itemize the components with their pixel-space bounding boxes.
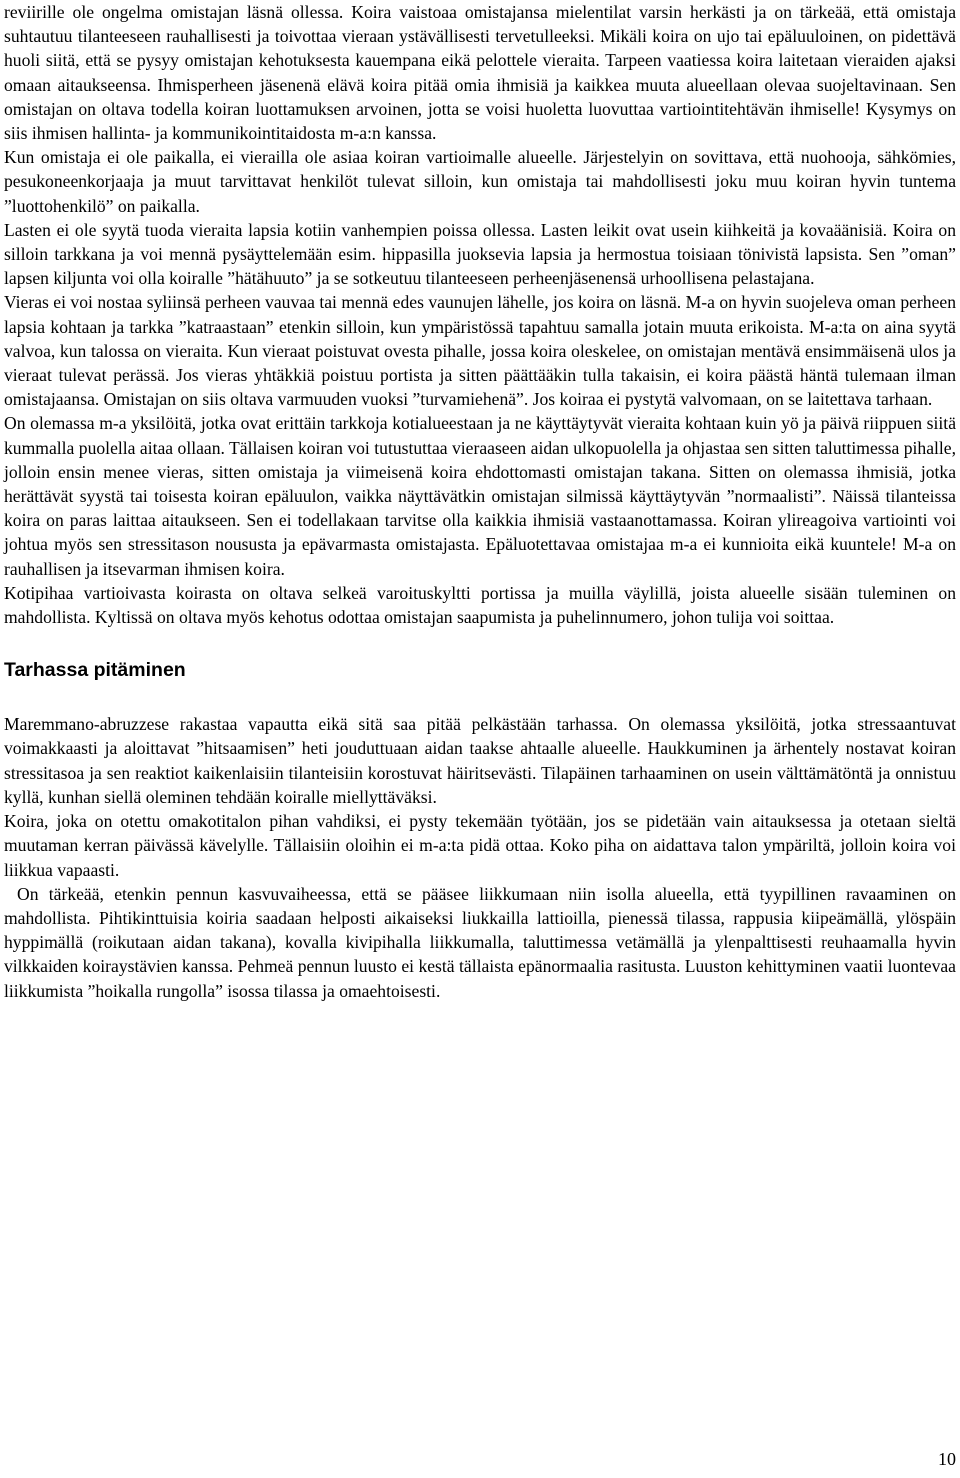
page-number: 10 <box>938 1449 956 1469</box>
paragraph-yard-guard: Koira, joka on otettu omakotitalon pihan vahdiksi, ei pysty tekemään työtään, jos se pidetään vain aitauksessa ja otetaan sieltä muutaman kerran päivässä kävelylle. Tällaisiin oloihin ei m-a:ta pidä ottaa. Koko piha on aidattava talon ympäriltä, jolloin koira voi liikkua vapaasti. <box>4 811 956 880</box>
paragraph-warning-sign: Kotipihaa vartioivasta koirasta on oltava selkeä varoituskyltti portissa ja muilla väylillä, joista alueelle sisään tuleminen on mahdollista. Kyltissä on oltava myös kehotus odottaa omistajan saapumista ja puhelinnumero, johon tulija voi soittaa. <box>4 582 956 628</box>
paragraph-owner-absent: Kun omistaja ei ole paikalla, ei vierailla ole asiaa koiran vartioimalle alueelle. Järjestelyin on sovittava, että nuohooja, sähkömies, pesukoneenkorjaaja ja muut tarvittavat henkilöt tulevat silloin, kun omistaja tai mahdollisesti joku muu koiran hyvin tuntema ”luottohenkilö” on paikalla. <box>4 147 956 216</box>
document-page <box>4 0 956 1003</box>
section-heading: Tarhassa pitäminen <box>4 659 186 682</box>
paragraph-children: Lasten ei ole syytä tuoda vieraita lapsia kotiin vanhempien poissa ollessa. Lasten leikit ovat usein kiihkeitä ja kovaäänisiä. Koira on silloin tarkkana ja voi mennä pysäyttelemään esim. hippasilla juoksevia lapsia ja hermostua toisiaan tönivistä lapsista. Sen ”oman” lapsen kiljunta voi olla koiralle ”hätähuuto” ja se sotkeutuu tilanteeseen perheenjäsenensä urhoollisena pelastajana. <box>4 219 956 289</box>
paragraph-territorial-dogs: On olemassa m-a yksilöitä, jotka ovat erittäin tarkkoja kotialueestaan ja ne käyttäytyvät vieraita kohtaan kuin yö ja päivä riippuen siitä kummalla puolella aitaa ollaan. Tällaisen koiran voi tutustuttaa vieraaseen aidan ulkopuolella ja ohjastaa sen sitten taluttimessa pihalle, jolloin ensin menee vieras, sitten omistaja ja viimeisenä koira ehdottomasti omistajan takana. Sitten on olemassa ihmisiä, jotka herättävät syystä tai toisesta koiran epäluulon, vaikka näyttävätkin omistajan silmissä käyttäytyvän ”normaalisti”. Näissä tilanteissa koira on paras laittaa aitaukseen. Sen ei todellakaan tarvitse olla kaikkia ihmisiä vastaanottamassa. Koiran ylireagoiva vartiointi voi johtua myös sen stressitason noususta ja epävarmasta omistajasta. Epäluotettavaa omistajaa m-a ei kunnioita eikä kuuntele! M-a on rauhallisen ja itsevarman ihmisen koira. <box>4 413 956 579</box>
paragraph-guarding-guests: reviirille ole ongelma omistajan läsnä ollessa. Koira vaistoaa omistajansa mielentilat varsin herkästi ja on tärkeää, että omistaja suhtautuu tilanteeseen rauhallisesti ja toivottaa vieraan ystävällisesti tervetulleeksi. Mikäli koira on ujo tai epäluuloinen, on pidettävä huoli siitä, että se pysyy omistajan kehotuksesta kauempana eikä pelottele vieraita. Tarpeen vaatiessa koira laitetaan vieraiden ajaksi omaan aitaukseensa. Ihmisperheen jäsenenä elävä koira pitää omia ihmisiä ja kaikkea muuta alueellaan olevaa suojeltavinaan. Sen omistajan on oltava todella koiran luottamuksen arvoinen, jotta se voisi huoletta luovuttaa vartiointitehtävän ihmiselle! Kysymys on siis ihmisen hallinta- ja kommunikointitaidosta m-a:n kanssa. <box>4 2 956 144</box>
paragraph-baby-and-visitors: Vieras ei voi nostaa syliinsä perheen vauvaa tai mennä edes vaunujen lähelle, jos koira on läsnä. M-a on hyvin suojeleva oman perheen lapsia kohtaan ja tarkka ”katraastaan” etenkin silloin, kun ympäristössä tapahtuu samalla jotain muuta erikoista. M-a:ta on aina syytä valvoa, kun talossa on vieraita. Kun vieraat poistuvat ovesta pihalle, jossa koira oleskelee, on omistajan mentävä ensimmäisenä ulos ja vieraat tulevat perässä. Jos vieras yhtäkkiä poistuu portista ja sitten päättääkin tulla takaisin, ei koira päästä häntä tulemaan ilman omistajaansa. Omistajan on siis oltava varmuuden vuoksi ”turvamiehenä”. Jos koiraa ei pystytä valvomaan, on se laitettava tarhaan. <box>4 292 956 410</box>
paragraph-kennel-freedom: Maremmano-abruzzese rakastaa vapautta eikä sitä saa pitää pelkästään tarhassa. On olemassa yksilöitä, jotka stressaantuvat voimakkaasti ja aloittavat ”hitsaamisen” heti jouduttuaan aidan taakse ahtaalle alueelle. Haukkuminen ja ärhentely nostavat koiran stressitasoa ja sen reaktiot kaikenlaisiin tilanteisiin korostuvat häiritsevästi. Tilapäinen tarhaaminen on usein välttämätöntä ja onnistuu kyllä, kunhan siellä oleminen tehdään koiralle miellyttäväksi. <box>4 714 956 807</box>
paragraph-puppy-growth: On tärkeää, etenkin pennun kasvuvaiheessa, että se pääsee liikkumaan niin isolla alueella, että tyypillinen ravaaminen on mahdollista. Pihtikinttuisia koiria saadaan helposti aikaiseksi liukkailla lattioilla, pienessä tilassa, rappusia kiipeämällä, ylöspäin hyppimällä (roikutaan aidan takana), kovalla kivipihalla liikkumalla, taluttimessa vetämällä ja ylenpalttisesti reuhaamalla hyvin vilkkaiden koiraystävien kanssa. Pehmeä pennun luusto ei kestä tällaista epänormaalia rasitusta. Luuston kehittyminen vaatii luontevaa liikkumista ”hoikalla rungolla” isossa tilassa ja omaehtoisesti. <box>4 883 956 1001</box>
